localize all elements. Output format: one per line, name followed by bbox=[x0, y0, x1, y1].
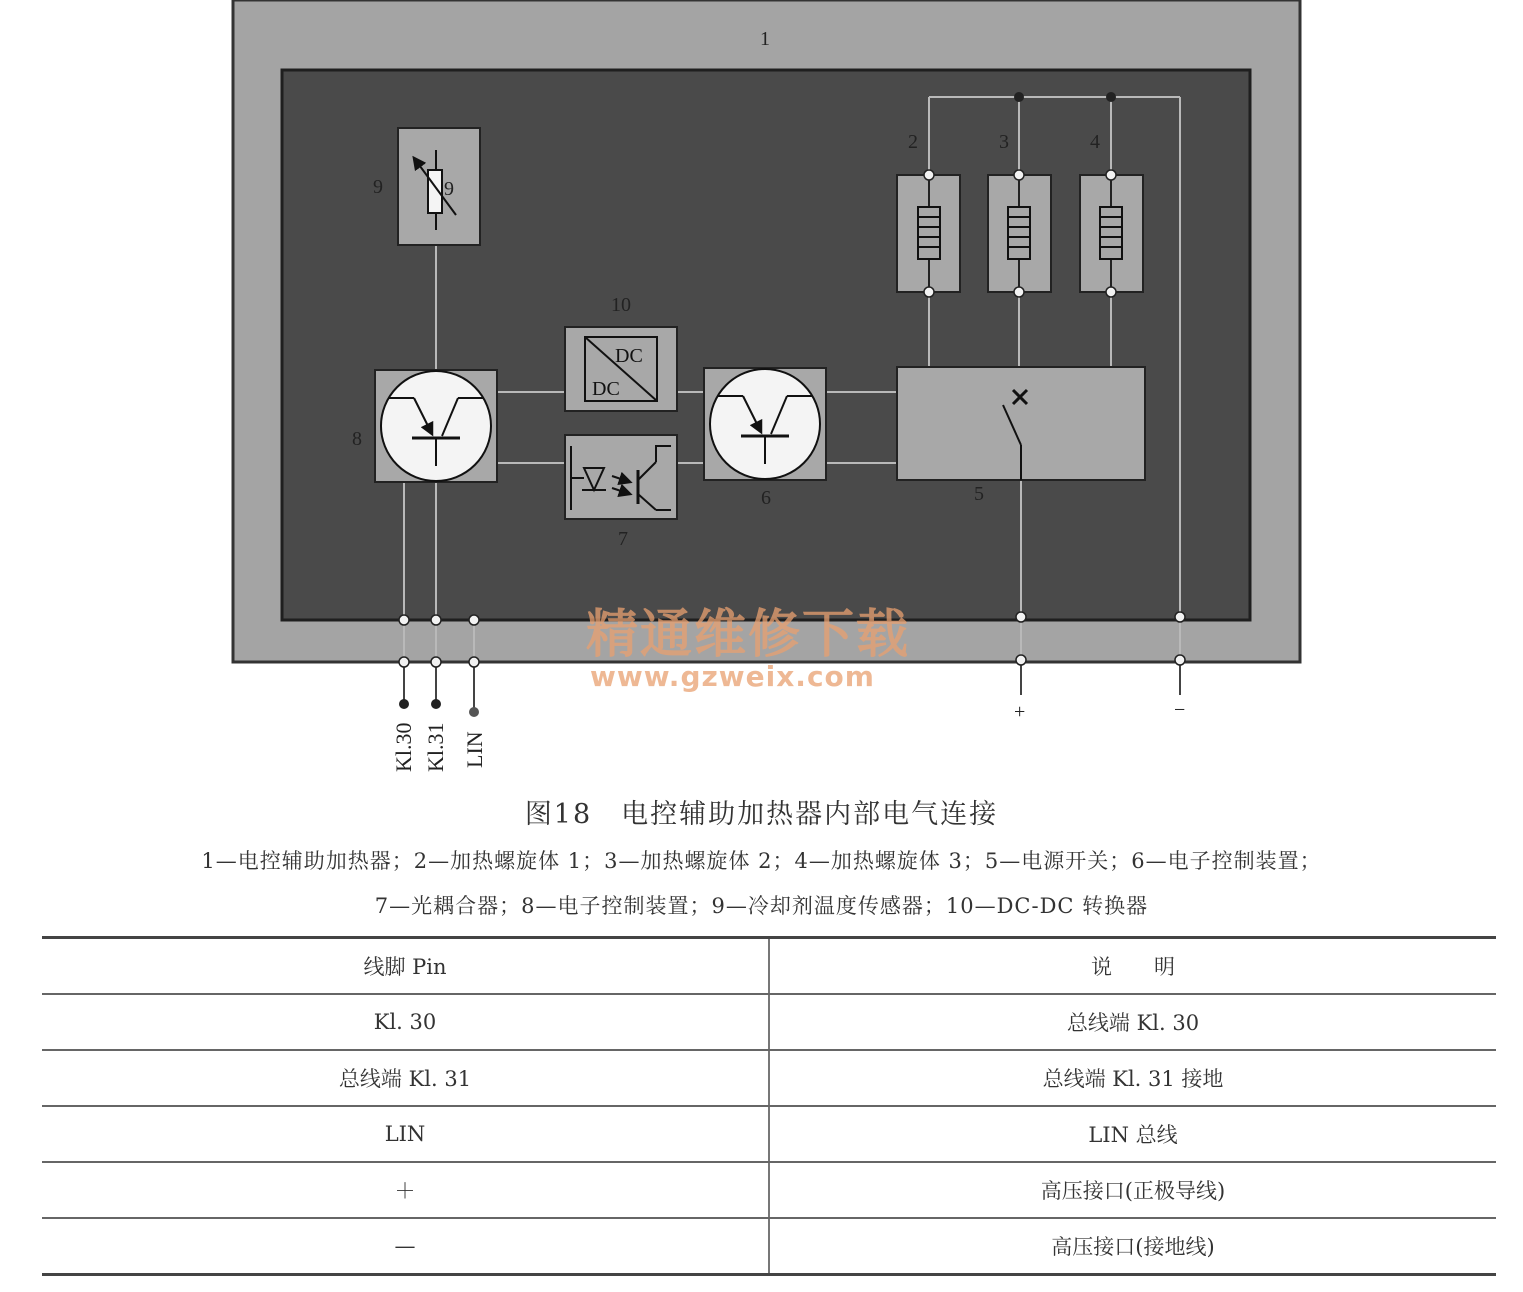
pin-cell: Kl. 30 bbox=[42, 994, 769, 1050]
header-description: 说 明 bbox=[769, 938, 1496, 995]
label-2: 2 bbox=[908, 131, 918, 153]
label-9-inner: 9 bbox=[444, 178, 454, 200]
label-9: 9 bbox=[373, 176, 383, 198]
pin-end-kl30 bbox=[399, 699, 409, 709]
optocoupler bbox=[565, 435, 677, 519]
label-3: 3 bbox=[999, 131, 1009, 153]
junction-dot bbox=[1014, 92, 1024, 102]
watermark-url: www.gzweix.com bbox=[590, 660, 875, 693]
pin-cell: 总线端 Kl. 31 bbox=[42, 1050, 769, 1106]
description-cell: 总线端 Kl. 31 接地 bbox=[769, 1050, 1496, 1106]
pin-end-kl31 bbox=[431, 699, 441, 709]
description-cell: LIN 总线 bbox=[769, 1106, 1496, 1162]
label-5: 5 bbox=[974, 483, 984, 505]
header-pin: 线脚 Pin bbox=[42, 938, 769, 995]
heater-coil-3 bbox=[988, 170, 1051, 297]
description-cell: 高压接口(接地线) bbox=[769, 1218, 1496, 1275]
pin-cell: ＋ bbox=[42, 1162, 769, 1218]
label-4: 4 bbox=[1090, 131, 1100, 153]
table-row bbox=[42, 994, 1496, 1050]
label-8: 8 bbox=[352, 428, 362, 450]
junction-dot bbox=[1106, 92, 1116, 102]
heater-coil-2 bbox=[897, 170, 960, 297]
label-1: 1 bbox=[760, 28, 770, 50]
pin-cell: LIN bbox=[42, 1106, 769, 1162]
figure-legend-line-1: 1—电控辅助加热器；2—加热螺旋体 1；3—加热螺旋体 2；4—加热螺旋体 3；5—电源开关；6—电子控制装置； bbox=[201, 849, 1322, 873]
description-cell: 高压接口(正极导线) bbox=[769, 1162, 1496, 1218]
table-row bbox=[42, 1218, 1496, 1275]
control-unit-8 bbox=[375, 370, 497, 482]
dcdc-label-top: DC bbox=[615, 345, 643, 367]
description-cell: 总线端 Kl. 30 bbox=[769, 994, 1496, 1050]
pin-description-table bbox=[42, 936, 1496, 1276]
label-10: 10 bbox=[611, 294, 631, 316]
figure-title: 图18 电控辅助加热器内部电气连接 bbox=[524, 799, 999, 830]
pin-label-lin: LIN bbox=[462, 731, 487, 768]
hv-minus-label: − bbox=[1174, 699, 1186, 721]
pin-label-kl31: Kl.31 bbox=[423, 722, 448, 772]
heater-coil-4 bbox=[1080, 170, 1143, 297]
label-6: 6 bbox=[761, 487, 771, 509]
dcdc-label-bottom: DC bbox=[592, 378, 620, 400]
table-row bbox=[42, 1162, 1496, 1218]
table-row bbox=[42, 1050, 1496, 1106]
pin-cell: — bbox=[42, 1218, 769, 1275]
label-7: 7 bbox=[618, 528, 628, 550]
pin-end-lin bbox=[469, 707, 479, 717]
pin-label-kl30: Kl.30 bbox=[391, 722, 416, 772]
hv-plus-label: + bbox=[1014, 701, 1026, 723]
power-switch bbox=[897, 367, 1145, 480]
control-unit-6 bbox=[704, 368, 826, 480]
dcdc-converter bbox=[565, 327, 677, 411]
table-row bbox=[42, 1106, 1496, 1162]
figure-legend-line-2: 7—光耦合器；8—电子控制装置；9—冷却剂温度传感器；10—DC-DC 转换器 bbox=[374, 894, 1149, 918]
table-header-row bbox=[42, 938, 1496, 995]
watermark-cn: 精通维修下载 bbox=[586, 605, 911, 665]
